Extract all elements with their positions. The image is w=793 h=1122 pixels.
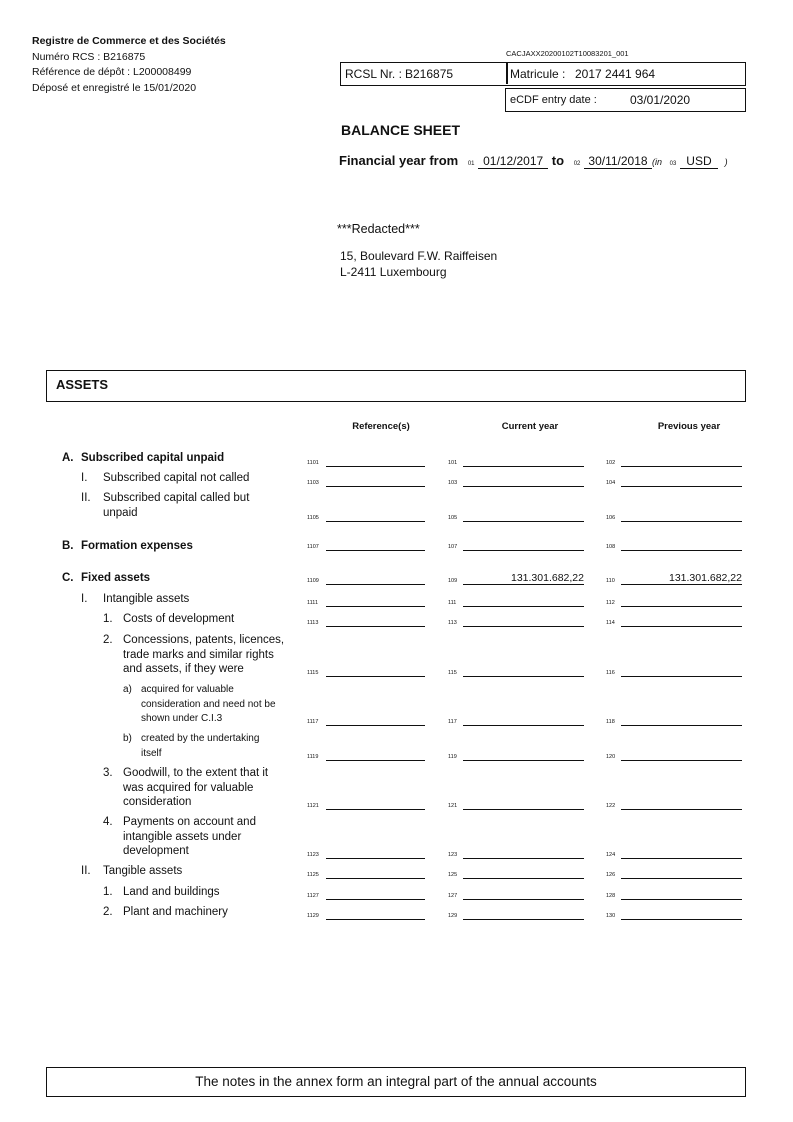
reference-field	[326, 509, 425, 522]
previous-code: 128	[606, 893, 616, 899]
ref-code: 1121	[307, 803, 319, 809]
reference-field	[326, 713, 425, 726]
row-marker: I.	[81, 593, 88, 605]
ecdf-label: eCDF entry date :	[510, 94, 597, 106]
row-label: Payments on account and intangible assets under development	[123, 816, 256, 857]
reference-field	[326, 846, 425, 859]
current-year-value	[463, 474, 584, 487]
row-label: Subscribed capital unpaid	[81, 452, 225, 464]
registry-header	[32, 34, 226, 96]
ref-code: 1113	[307, 620, 319, 626]
previous-code: 112	[606, 600, 615, 606]
previous-year-value	[621, 509, 742, 522]
row-label: Plant and machinery	[123, 906, 228, 918]
footer-note: The notes in the annex form an integral part of the annual accounts	[46, 1067, 746, 1097]
previous-code: 106	[606, 515, 616, 521]
reference-field	[326, 887, 425, 900]
current-year-value	[463, 797, 584, 810]
row-label: Tangible assets	[103, 865, 183, 877]
previous-code: 130	[606, 913, 616, 919]
current-code: 109	[448, 578, 458, 584]
reference-field	[326, 797, 425, 810]
fy-currency: USD	[680, 154, 718, 169]
row-marker: 1.	[103, 613, 113, 625]
deposit-reference: Référence de dépôt : L200008499	[32, 66, 192, 78]
current-year-value	[463, 454, 584, 467]
reference-field	[326, 572, 425, 585]
row-marker: 2.	[103, 906, 113, 918]
previous-year-value	[621, 748, 742, 761]
registry-title: Registre de Commerce et des Sociétés	[32, 35, 226, 47]
reference-field	[326, 454, 425, 467]
previous-year-value	[621, 594, 742, 607]
current-year-value	[463, 866, 584, 879]
ecdf-date: 03/01/2020	[630, 93, 691, 107]
row-label: Land and buildings	[123, 886, 220, 898]
ref-code: 1105	[307, 515, 319, 521]
matricule-value: 2017 2441 964	[575, 67, 656, 81]
current-year-value	[463, 846, 584, 859]
column-header-previous-year: Previous year	[657, 421, 721, 432]
box-divider	[506, 63, 508, 84]
row-marker: b)	[123, 733, 132, 744]
rcsl-matricule-box	[340, 62, 746, 86]
rcsl-value: B216875	[405, 67, 454, 81]
previous-year-value	[621, 846, 742, 859]
previous-year-value	[621, 887, 742, 900]
row-marker: a)	[123, 684, 132, 695]
current-year-value	[463, 748, 584, 761]
reference-field	[326, 594, 425, 607]
row-label: Fixed assets	[81, 572, 151, 584]
financial-year-label: Financial year from	[339, 153, 459, 168]
previous-code: 116	[606, 670, 615, 676]
row-label: Intangible assets	[103, 593, 190, 605]
current-year-value	[463, 713, 584, 726]
row-label: Subscribed capital called but unpaid	[103, 492, 250, 519]
document-title: BALANCE SHEET	[341, 122, 461, 138]
ref-code: 1129	[307, 913, 319, 919]
previous-code: 118	[606, 719, 615, 725]
fy-to-date: 30/11/2018	[584, 154, 652, 169]
row-marker: A.	[62, 452, 74, 464]
previous-code: 108	[606, 544, 616, 550]
section-title: ASSETS	[56, 377, 109, 392]
previous-code: 126	[606, 872, 616, 878]
code-currency: 03	[669, 161, 677, 167]
company-address-line2: L-2411 Luxembourg	[340, 265, 447, 279]
current-code: 105	[448, 515, 458, 521]
current-code: 123	[448, 852, 458, 858]
current-code: 113	[448, 620, 457, 626]
current-code: 107	[448, 544, 458, 550]
code-from: 01	[467, 161, 475, 167]
ref-code: 1107	[307, 544, 319, 550]
previous-year-value	[621, 664, 742, 677]
current-code: 119	[448, 754, 457, 760]
current-code: 111	[448, 600, 457, 606]
document-code: CACJAXX20200102T10083201_001	[506, 49, 629, 58]
row-marker: II.	[81, 492, 91, 504]
reference-field	[326, 614, 425, 627]
fy-close: )	[724, 157, 728, 167]
current-code: 125	[448, 872, 458, 878]
row-label: Subscribed capital not called	[103, 472, 250, 484]
ref-code: 1115	[307, 670, 319, 676]
reference-field	[326, 866, 425, 879]
current-code: 121	[448, 803, 458, 809]
row-marker: I.	[81, 472, 88, 484]
row-label: Concessions, patents, licences, trade marks and similar rights and assets, if they were	[123, 634, 285, 675]
fy-from-date: 01/12/2017	[478, 154, 548, 169]
current-code: 117	[448, 719, 457, 725]
previous-year-value	[621, 713, 742, 726]
previous-year-value	[621, 614, 742, 627]
deposit-date: Déposé et enregistré le 15/01/2020	[32, 81, 197, 94]
row-label: acquired for valuable consideration and need not be shown under C.I.3	[141, 684, 276, 724]
current-year-value	[463, 538, 584, 551]
previous-code: 102	[606, 460, 616, 466]
previous-year-value	[621, 797, 742, 810]
previous-code: 114	[606, 620, 615, 626]
row-marker: C.	[62, 572, 74, 584]
code-to: 02	[573, 161, 581, 167]
financial-year-line	[339, 153, 728, 169]
previous-code: 104	[606, 480, 616, 486]
previous-code: 122	[606, 803, 616, 809]
previous-year-value: 131.301.682,22	[621, 572, 742, 585]
ref-code: 1125	[307, 872, 319, 878]
ref-code: 1123	[307, 852, 319, 858]
current-code: 103	[448, 480, 458, 486]
row-marker: II.	[81, 865, 91, 877]
column-header-current-year: Current year	[501, 421, 559, 432]
row-marker: 2.	[103, 634, 113, 646]
row-marker: 3.	[103, 767, 113, 779]
ecdf-box	[505, 88, 746, 112]
reference-field	[326, 907, 425, 920]
previous-year-value	[621, 538, 742, 551]
reference-field	[326, 664, 425, 677]
row-label: Goodwill, to the extent that it was acquired for valuable consideration	[123, 767, 269, 808]
current-year-value	[463, 664, 584, 677]
previous-year-value	[621, 866, 742, 879]
previous-year-value	[621, 454, 742, 467]
current-code: 101	[448, 460, 458, 466]
row-marker: B.	[62, 540, 74, 552]
fy-in-label: (in	[652, 157, 663, 167]
current-year-value	[463, 907, 584, 920]
reference-field	[326, 748, 425, 761]
column-header-reference: Reference(s)	[352, 421, 410, 432]
ref-code: 1101	[307, 460, 319, 466]
reference-field	[326, 538, 425, 551]
previous-code: 120	[606, 754, 616, 760]
row-label: Formation expenses	[81, 540, 193, 552]
current-year-value	[463, 509, 584, 522]
row-marker: 1.	[103, 886, 113, 898]
row-marker: 4.	[103, 816, 113, 828]
current-year-value	[463, 887, 584, 900]
previous-year-value	[621, 474, 742, 487]
ref-code: 1103	[307, 480, 319, 486]
ref-code: 1127	[307, 893, 319, 899]
ref-code: 1109	[307, 578, 319, 584]
current-year-value: 131.301.682,22	[463, 572, 584, 585]
ref-code: 1117	[307, 719, 319, 725]
ref-code: 1119	[307, 754, 319, 760]
current-code: 129	[448, 913, 458, 919]
current-code: 127	[448, 893, 458, 899]
rcsl-label: RCSL Nr. :	[345, 67, 402, 81]
current-year-value	[463, 594, 584, 607]
fy-to-label: to	[551, 153, 565, 168]
previous-code: 124	[606, 852, 616, 858]
row-label: created by the undertaking itself	[141, 733, 260, 759]
row-label: Costs of development	[123, 613, 235, 625]
current-year-value	[463, 614, 584, 627]
matricule-label: Matricule :	[510, 67, 566, 81]
assets-section-header	[46, 370, 746, 402]
previous-year-value	[621, 907, 742, 920]
current-code: 115	[448, 670, 457, 676]
company-address-line1: 15, Boulevard F.W. Raiffeisen	[340, 249, 498, 263]
reference-field	[326, 474, 425, 487]
company-name: ***Redacted***	[337, 222, 420, 236]
previous-code: 110	[606, 578, 615, 584]
ref-code: 1111	[307, 600, 319, 606]
rcs-number: Numéro RCS : B216875	[32, 50, 146, 63]
